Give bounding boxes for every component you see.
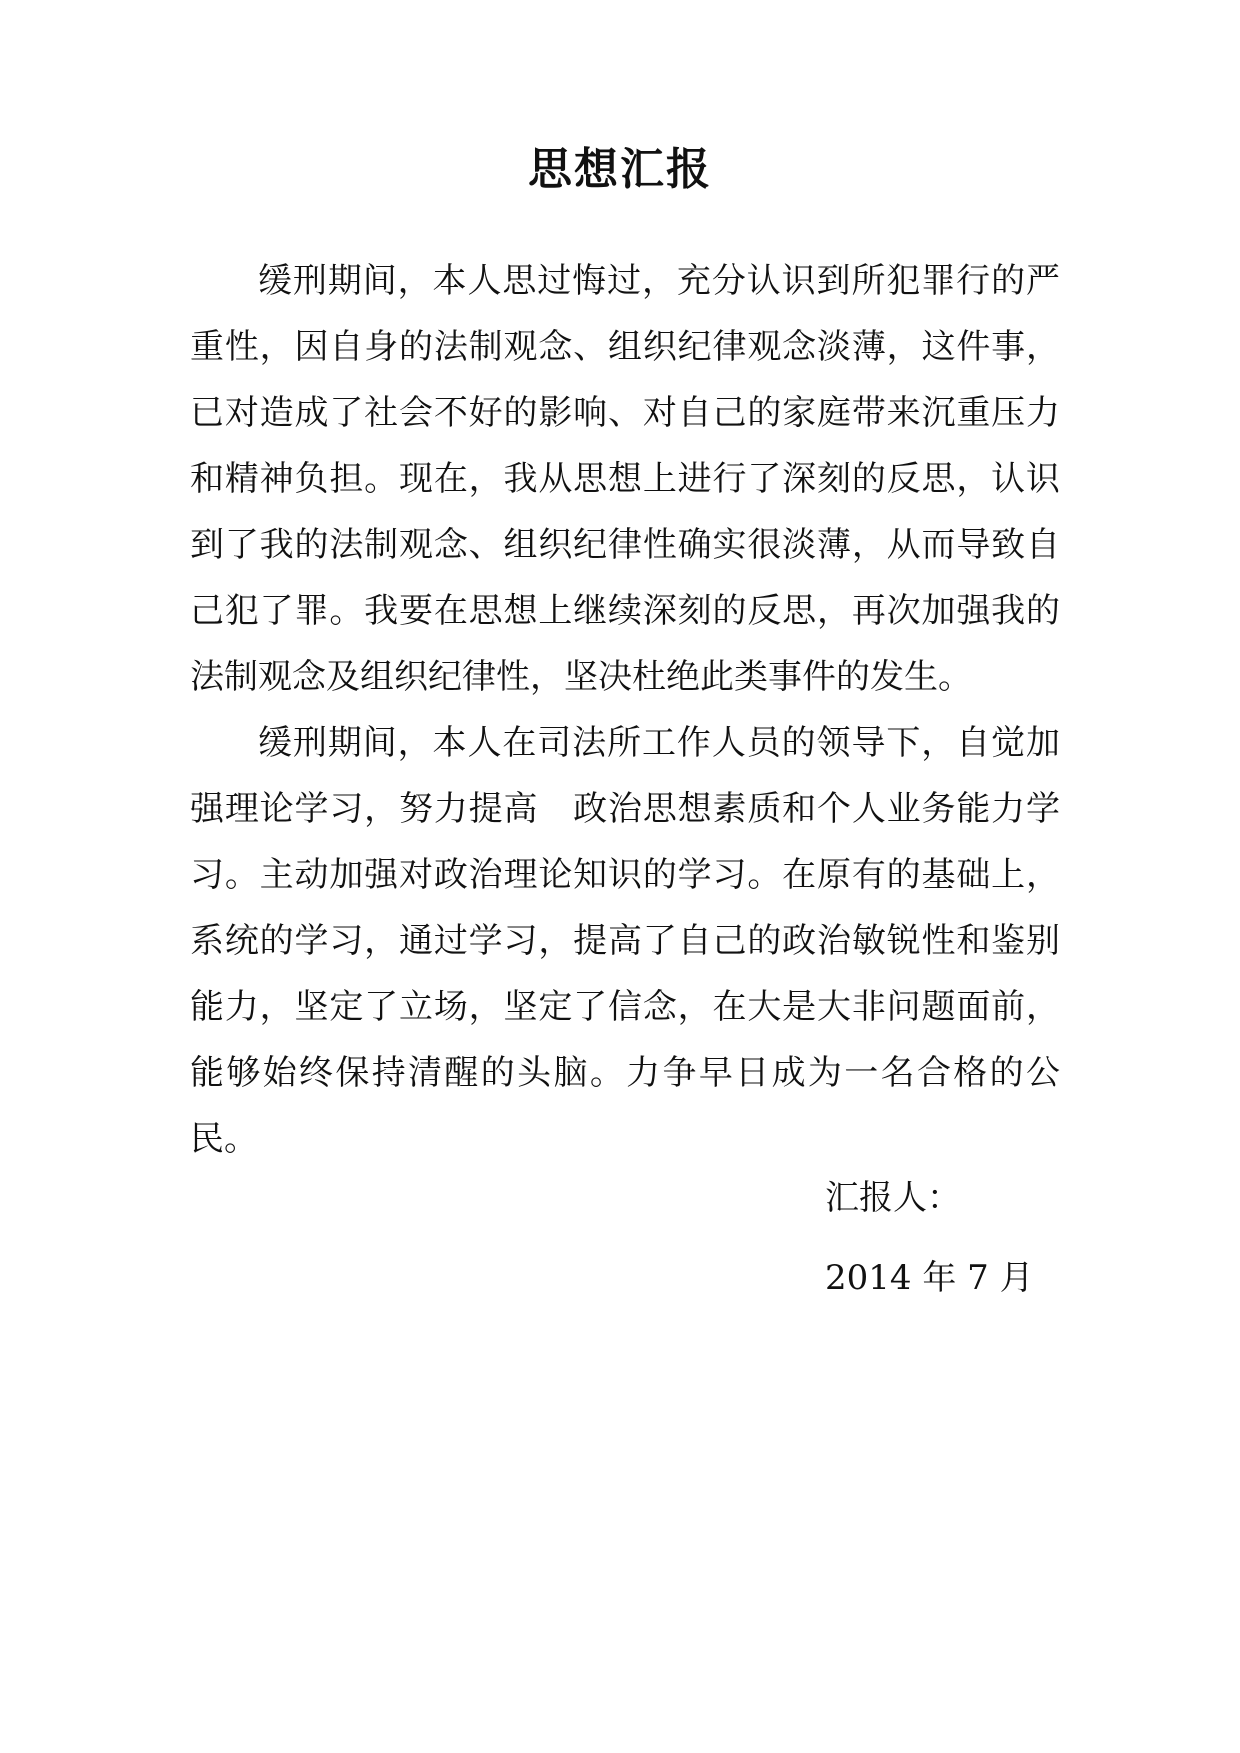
document-body <box>190 248 1060 1172</box>
paragraph-2: 缓刑期间，本人在司法所工作人员的领导下，自觉加强理论学习，努力提高 政治思想素质和个人业务能力学习。主动加强对政治理论知识的学习。在原有的基础上，系统的学习，通过学习，提高了自己的政治敏锐性和鉴别能力，坚定了立场，坚定了信念，在大是大非问题面前，能够始终保持清醒的头脑。力争早日成为一名合格的公民。 <box>190 723 1060 1159</box>
reporter-label: 汇报人： <box>825 1178 961 1218</box>
document-title: 思想汇报 <box>528 144 712 195</box>
report-date: 2014 年 7 月 <box>825 1258 1034 1298</box>
signature-block <box>825 1158 1125 1318</box>
paragraph-1: 缓刑期间，本人思过悔过，充分认识到所犯罪行的严重性，因自身的法制观念、组织纪律观念淡薄，这件事，已对造成了社会不好的影响、对自己的家庭带来沉重压力和精神负担。现在，我从思想上进行了深刻的反思，认识到了我的法制观念、组织纪律性确实很淡薄，从而导致自己犯了罪。我要在思想上继续深刻的反思，再次加强我的法制观念及组织纪律性，坚决杜绝此类事件的发生。 <box>190 261 1060 697</box>
